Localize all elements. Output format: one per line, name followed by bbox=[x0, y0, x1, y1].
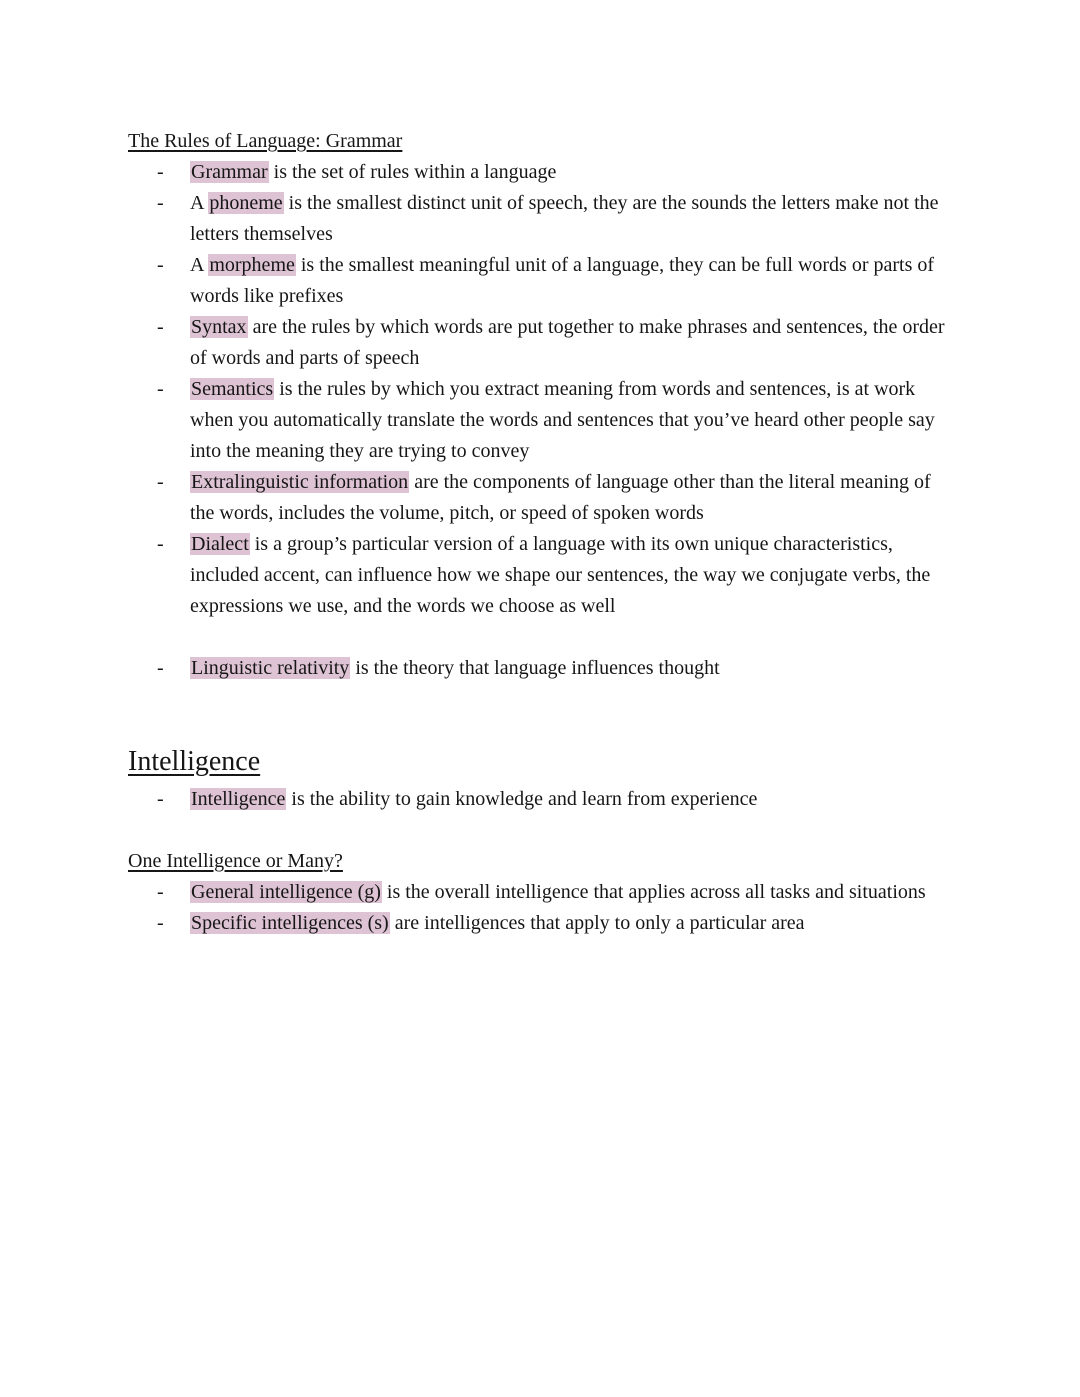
item-post: is the smallest distinct unit of speech, they are the sounds the letters make not the letters themselves bbox=[190, 192, 939, 245]
item-post: is the ability to gain knowledge and learn from experience bbox=[286, 788, 758, 810]
list-item bbox=[157, 312, 952, 374]
item-post: are the rules by which words are put together to make phrases and sentences, the order of words and parts of speech bbox=[190, 316, 945, 369]
bullet-marker: - bbox=[157, 533, 164, 555]
highlighted-term: Linguistic relativity bbox=[191, 657, 350, 679]
list-item bbox=[157, 529, 952, 622]
highlighted-term: phoneme bbox=[209, 192, 283, 214]
list-item bbox=[157, 908, 952, 939]
bullet-marker: - bbox=[157, 912, 164, 934]
list-item bbox=[157, 374, 952, 467]
list-item bbox=[157, 784, 952, 815]
intelligence-list bbox=[128, 784, 952, 815]
item-post: are intelligences that apply to only a particular area bbox=[389, 912, 805, 934]
section-heading-one-or-many: One Intelligence or Many? bbox=[128, 850, 343, 872]
item-text bbox=[190, 784, 948, 815]
list-item bbox=[157, 467, 952, 529]
item-text bbox=[190, 467, 948, 529]
list-item bbox=[157, 157, 952, 188]
highlighted-term: Dialect bbox=[191, 533, 249, 555]
item-post: are the components of language other than the literal meaning of the words, includes the volume, pitch, or speed of spoken words bbox=[190, 471, 931, 524]
bullet-marker: - bbox=[157, 378, 164, 400]
bullet-marker: - bbox=[157, 192, 164, 214]
highlighted-term: Specific intelligences (s) bbox=[191, 912, 389, 934]
item-text bbox=[190, 529, 948, 622]
list-item bbox=[157, 188, 952, 250]
item-text bbox=[190, 188, 948, 250]
section-heading-intelligence: Intelligence bbox=[128, 746, 261, 777]
section-one-or-many bbox=[128, 846, 952, 939]
highlighted-term: General intelligence (g) bbox=[191, 881, 381, 903]
item-post: is the overall intelligence that applies across all tasks and situations bbox=[381, 881, 926, 903]
one-or-many-list bbox=[128, 877, 952, 939]
item-post: is the set of rules within a language bbox=[268, 161, 557, 183]
list-item bbox=[157, 250, 952, 312]
item-pre: A bbox=[190, 192, 209, 214]
item-post: is the rules by which you extract meaning from words and sentences, is at work when you automatically translate the words and sentences that you’ve heard other people say into the meaning they are trying to convey bbox=[190, 378, 935, 462]
item-text bbox=[190, 157, 948, 188]
item-post: is a group’s particular version of a language with its own unique characteristics, included accent, can influence how we shape our sentences, the way we conjugate verbs, the expressions we use, and the words we choose as well bbox=[190, 533, 931, 617]
item-post: is the smallest meaningful unit of a language, they can be full words or parts of words like prefixes bbox=[190, 254, 935, 307]
highlighted-term: Grammar bbox=[191, 161, 268, 183]
highlighted-term: Semantics bbox=[191, 378, 274, 400]
section-grammar bbox=[128, 126, 952, 684]
bullet-marker: - bbox=[157, 471, 164, 493]
list-item bbox=[157, 877, 952, 908]
highlighted-term: Intelligence bbox=[191, 788, 286, 810]
item-text bbox=[190, 312, 948, 374]
bullet-marker: - bbox=[157, 316, 164, 338]
item-text bbox=[190, 374, 948, 467]
section-intelligence bbox=[128, 744, 952, 815]
highlighted-term: morpheme bbox=[209, 254, 295, 276]
list-item bbox=[157, 653, 952, 684]
item-pre: A bbox=[190, 254, 209, 276]
item-text bbox=[190, 653, 948, 684]
item-text bbox=[190, 908, 948, 939]
bullet-marker: - bbox=[157, 254, 164, 276]
highlighted-term: Syntax bbox=[191, 316, 247, 338]
section-heading-grammar: The Rules of Language: Grammar bbox=[128, 130, 403, 152]
highlighted-term: Extralinguistic information bbox=[191, 471, 409, 493]
grammar-list bbox=[128, 157, 952, 622]
item-post: is the theory that language influences thought bbox=[350, 657, 720, 679]
item-text bbox=[190, 250, 948, 312]
bullet-marker: - bbox=[157, 788, 164, 810]
linguistic-relativity-list bbox=[128, 653, 952, 684]
item-text bbox=[190, 877, 948, 908]
bullet-marker: - bbox=[157, 881, 164, 903]
bullet-marker: - bbox=[157, 657, 164, 679]
bullet-marker: - bbox=[157, 161, 164, 183]
